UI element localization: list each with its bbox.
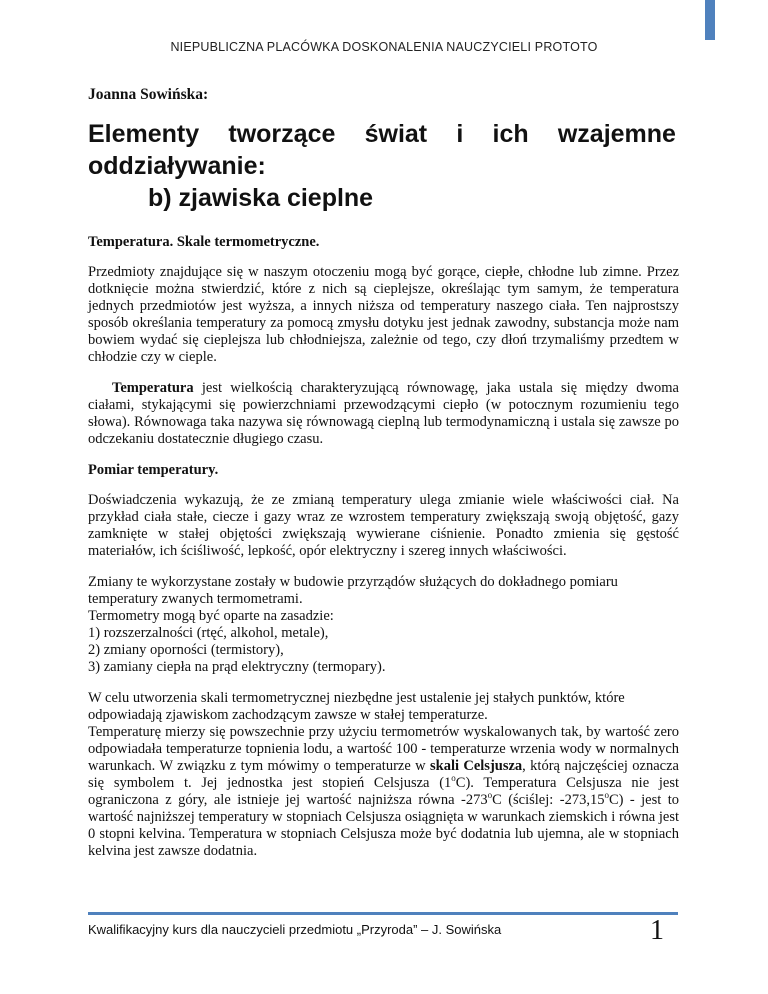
paragraph-text: Zmiany te wykorzystane zostały w budowie przyrządów służących do dokładnego pomiaru temperatury zwanych termometrami. [88,574,618,607]
degree-superscript: o [604,790,609,801]
paragraph-text: jest wielkością charakteryzującą równowagę, jaka ustala się między dwoma ciałami, stykającymi się powierzchniami przewodzącymi ciepło (w potocznym rozumieniu tego słowa). Równowaga taka nazywa się równowagą cieplną lub termodynamiczną i ustala się zawsze po odczekaniu dostatecznie długiego czasu. [88,380,679,447]
page-footer: Kwalifikacyjny kurs dla nauczycieli przedmiotu „Przyroda” – J. Sowińska [88,922,502,937]
paragraph: Doświadczenia wykazują, że ze zmianą temperatury ulega zmianie wiele właściwości ciał. Na przykład ciała stałe, ciecze i gazy wraz ze wzrostem temperatury zwiększają swoją objętość, gazy zamknięte w stałej objętości zwiększają wywierane ciśnienie. Ponadto zmienia się gęstość materiałów, ich ściśliwość, lepkość, opór elektryczny i szereg innych właściwości. [88,492,679,559]
page-header: NIEPUBLICZNA PLACÓWKA DOSKONALENIA NAUCZYCIELI PROTOTO [170,40,598,54]
paragraph-text: Termometry mogą być oparte na zasadzie: [88,608,334,624]
bold-term: Temperatura [112,380,194,396]
paragraph-text: C) - jest to wartość najniższej temperatury w stopniach Celsjusza osiągnięta w warunkach ziemskich i równa jest 0 stopni kelvina. Temperatura w stopniach Celsjusza może być dodatnia lub ujemna, ale w stopniach kelvina jest zawsze dodatnia. [88,792,680,859]
title-line-3: b) zjawiska cieplne [148,184,374,212]
list-item: 1) rozszerzalności (rtęć, alkohol, metale), [88,625,329,641]
paragraph-text: C). Temperatura Celsjusza nie jest ograniczona z góry, ale istnieje jej wartość najniższa równa -273 [88,775,679,808]
document-body [88,234,679,874]
paragraph-definition [88,380,679,448]
paragraph: Przedmioty znajdujące się w naszym otoczeniu mogą być gorące, ciepłe, chłodne lub zimne. Przez dotknięcie można stwierdzić, które z nich są cieplejsze, określając tym samym, że temperatura jednych przedmiotów jest wyższa, a innych niższa od temperatury naszego ciała. Ten najprostszy sposób określania temperatury za pomocą zmysłu dotyku jest jednak zawodny, substancja może nam bowiem wydać się cieplejsza lub chłodniejsza, zależnie od tego, czy dłoń trzymaliśmy przedtem w chłodzie czy w cieple. [88,264,679,365]
title-line-2: oddziaływanie: [88,152,266,180]
paragraph-text: Temperaturę mierzy się powszechnie przy użyciu termometrów wyskalowanych tak, by wartość zero odpowiadała temperaturze topnienia lodu, a wartość 100 - temperaturze wrzenia wody w normalnych warunkach. W związku z tym mówimy o temperaturze w [88,724,679,774]
author-name: Joanna Sowińska: [88,86,209,103]
paragraph-celsius [88,724,679,860]
footer-divider [88,912,678,915]
paragraph-text: W celu utworzenia skali termometrycznej niezbędne jest ustalenie jej stałych punktów, które odpowiadają zjawiskom zachodzącym zawsze w stałej temperaturze. [88,690,625,723]
list-item: 3) zamiany ciepła na prąd elektryczny (termopary). [88,659,386,675]
top-accent-bar [705,0,715,40]
title-word: tworzące [228,120,336,148]
title-word: Elementy [88,120,200,148]
section-heading-temperature: Temperatura. Skale termometryczne. [88,234,320,250]
degree-superscript: o [487,790,493,801]
list-item: 2) zmiany oporności (termistory), [88,642,284,658]
title-word: ich [492,120,529,148]
paragraph-scale [88,690,679,860]
title-word: i [456,120,464,148]
section-heading-measurement: Pomiar temperatury. [88,462,219,478]
document-title [88,118,676,214]
paragraph-thermometers [88,574,679,676]
title-word: świat [364,120,428,148]
page-number: 1 [650,915,664,946]
title-word: wzajemne [557,120,676,148]
paragraph-text: C (ściślej: -273,15 [492,792,605,808]
bold-term: skali Celsjusza [429,758,523,774]
paragraph-text: , którą najczęściej oznacza się symbolem t. Jej jednostka jest stopień Celsjusza (1 [88,758,679,791]
degree-superscript: o [451,773,456,784]
